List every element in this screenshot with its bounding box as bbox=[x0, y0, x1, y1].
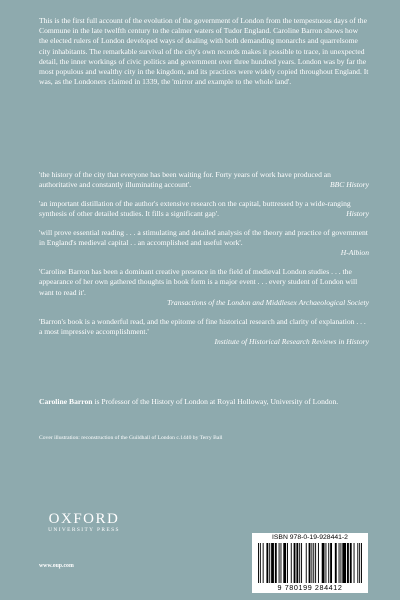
barcode bbox=[252, 533, 368, 593]
barcode-bar bbox=[347, 543, 349, 583]
barcode-bar bbox=[354, 543, 355, 583]
barcode-bar bbox=[269, 543, 270, 583]
barcode-bar bbox=[342, 543, 346, 583]
barcode-digits: 9 780199 284412 bbox=[277, 583, 343, 592]
barcode-bar bbox=[299, 543, 300, 583]
author-name: Caroline Barron bbox=[39, 397, 93, 406]
quote-source: H-Albion bbox=[340, 248, 369, 258]
review-quote-bbc bbox=[39, 170, 369, 190]
barcode-bar bbox=[260, 543, 261, 583]
cover-illustration-credit: Cover illustration: reconstruction of the Guildhall of London c.1440 by Terry Ball bbox=[39, 435, 223, 441]
barcode-bar bbox=[271, 543, 274, 583]
isbn-label: ISBN 978-0-19-928441-2 bbox=[272, 534, 348, 541]
publisher-name: OXFORD bbox=[48, 511, 120, 527]
barcode-bar bbox=[313, 543, 314, 583]
quote-text: 'the history of the city that everyone has been waiting for. Forty years of work have produced an authoritative and constantly illuminating account'. bbox=[39, 170, 331, 190]
review-quotes bbox=[39, 170, 369, 356]
barcode-bar bbox=[315, 543, 316, 583]
barcode-bar bbox=[294, 543, 296, 583]
barcode-bar bbox=[339, 543, 340, 583]
barcode-bar bbox=[296, 543, 298, 583]
barcode-bar bbox=[279, 543, 280, 583]
quote-text: 'will prove essential reading . . . a stimulating and detailed analysis of the theory and practice of government in England's medieval capital . . an accomplished and useful work'. bbox=[39, 228, 368, 248]
review-quote-h-albion bbox=[39, 228, 369, 259]
barcode-bar bbox=[291, 543, 292, 583]
barcode-bar bbox=[361, 543, 362, 583]
barcode-bar bbox=[328, 543, 329, 583]
barcode-bar bbox=[287, 543, 288, 583]
barcode-bar bbox=[275, 543, 277, 583]
barcode-bar bbox=[266, 543, 268, 583]
author-bio bbox=[39, 397, 369, 407]
barcode-bar bbox=[280, 543, 281, 583]
barcode-bar bbox=[306, 543, 307, 583]
quote-text: 'Caroline Barron has been a dominant creative presence in the field of medieval London studies . . . the appearance of her own gathered thoughts in book form is a major event . . . every student of London will want to read it'. bbox=[39, 267, 358, 297]
publisher-logo bbox=[39, 511, 129, 534]
barcode-bar bbox=[359, 543, 360, 583]
barcode-bar bbox=[283, 543, 286, 583]
quote-source: BBC History bbox=[329, 180, 369, 190]
barcode-bar bbox=[325, 543, 326, 583]
barcode-bar bbox=[330, 543, 332, 583]
barcode-bar bbox=[350, 543, 352, 583]
review-quote-ihr bbox=[39, 317, 369, 348]
barcode-bars bbox=[258, 543, 362, 583]
quote-text: 'an important distillation of the author's extensive research on the capital, buttressed by a wide-ranging synthesis of other detailed studies. It fills a significant gap'. bbox=[39, 199, 351, 219]
barcode-bar bbox=[258, 543, 259, 583]
publisher-website: www.oup.com bbox=[39, 563, 74, 569]
quote-source: Transactions of the London and Middlesex Archaeological Society bbox=[167, 297, 369, 307]
quote-text: 'Barron's book is a wonderful read, and the epitome of fine historical research and clarity of explanation . . . a most impressive accomplishment.' bbox=[39, 316, 366, 336]
barcode-bar bbox=[301, 543, 302, 583]
review-quote-transactions bbox=[39, 267, 369, 308]
book-description: This is the first full account of the evolution of the government of London from the tempestuous days of the Commune in the late twelfth century to the calmer waters of Tudor England. Caroline Barron shows how the elected rulers of London developed ways of dealing with both demanding monarchs and quarrelsome city inhabitants. The remarkable survival of the city's own records makes it possible to trace, in unexpected detail, the inner workings of civic politics and government over three hundred years. London was by far the most populous and wealthy city in the kingdom, and its practices were widely copied throughout England. It was, as the Londoners claimed in 1339, the 'mirror and example to the whole land'. bbox=[39, 16, 369, 87]
barcode-bar bbox=[335, 543, 337, 583]
barcode-bar bbox=[318, 543, 319, 583]
author-bio-text: is Professor of the History of London at Royal Holloway, University of London. bbox=[92, 397, 339, 406]
barcode-bar bbox=[311, 543, 312, 583]
quote-source: History bbox=[346, 209, 369, 219]
barcode-bar bbox=[357, 543, 358, 583]
review-quote-history bbox=[39, 199, 369, 219]
barcode-bar bbox=[309, 543, 311, 583]
barcode-bar bbox=[340, 543, 341, 583]
publisher-subtitle: UNIVERSITY PRESS bbox=[48, 527, 120, 533]
barcode-bar bbox=[263, 543, 264, 583]
quote-source: Institute of Historical Research Reviews in History bbox=[214, 337, 369, 347]
barcode-bar bbox=[322, 543, 325, 583]
